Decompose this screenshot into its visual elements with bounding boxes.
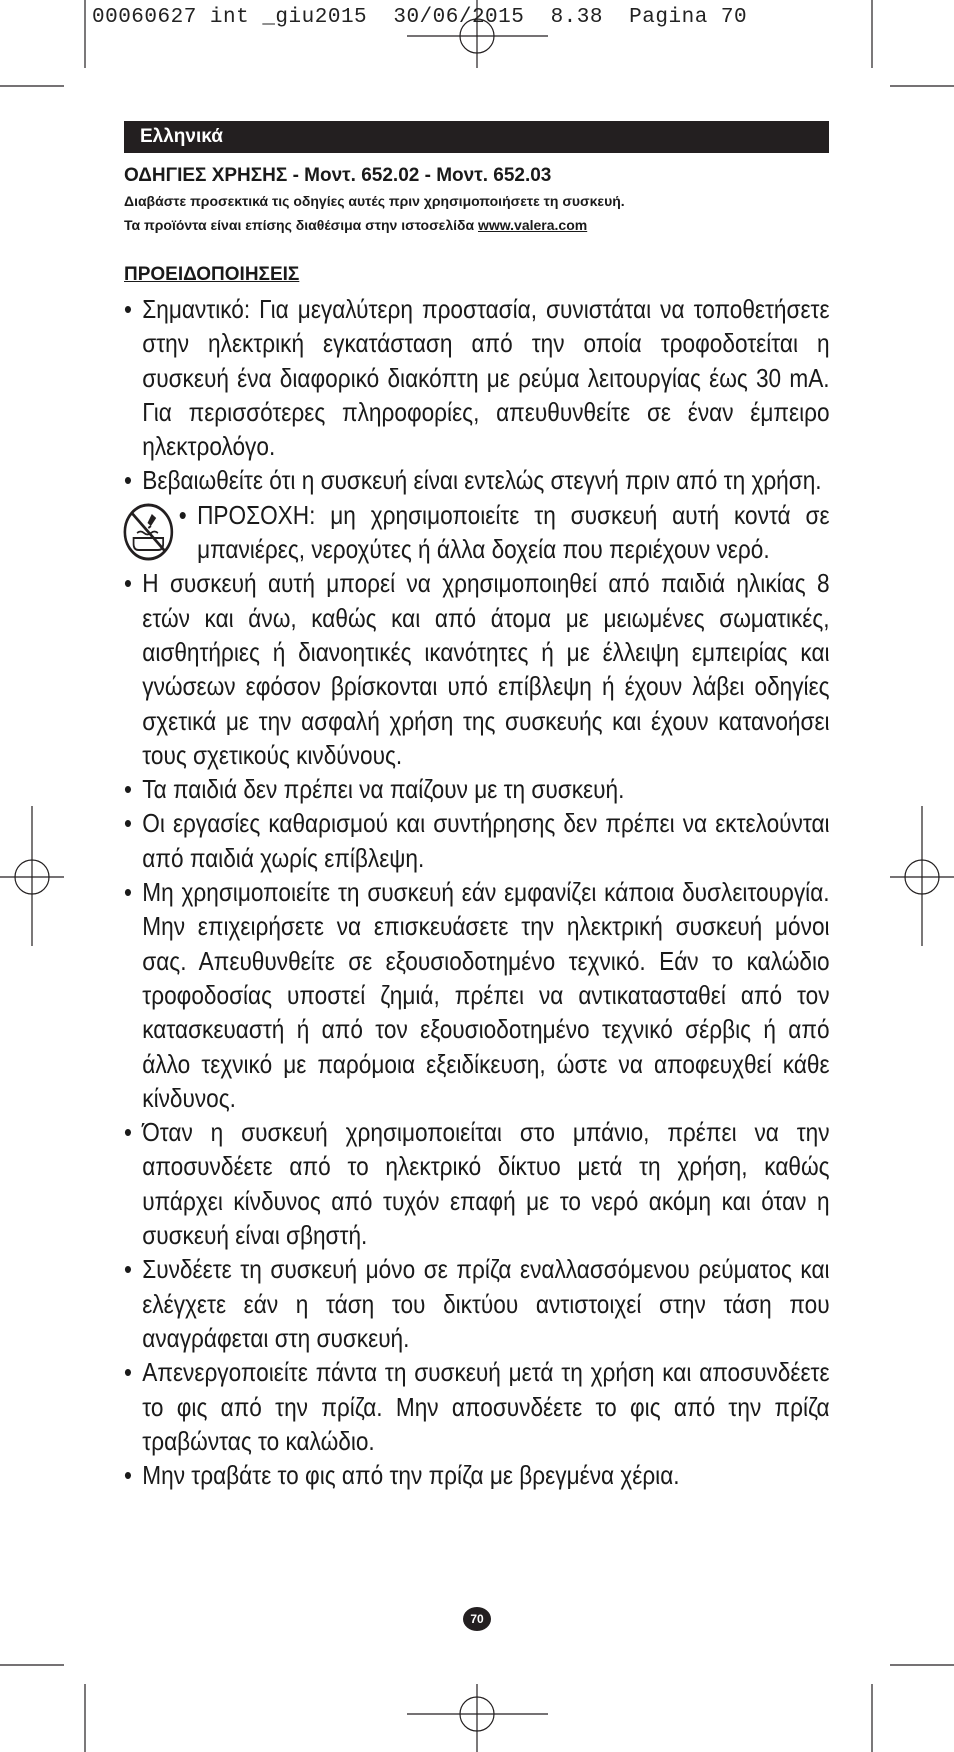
instructions-page	[124, 121, 829, 1492]
warning-item: • Μη χρησιμοποιείτε τη συσκευή εάν εμφανίζει κάποια δυσλειτουργία. Μην επιχειρήσετε να επισκευάσετε την ηλεκτρική συσκευή μόνοι σας. Απευθυνθείτε σε εξουσιοδοτημένο τεχνικό. Εάν το καλώδιο τροφοδοσίας υποστεί ζημιά, πρέπει να αντικατασταθεί από τον κατασκευαστή ή από τον εξουσιοδοτημένο τεχνικό σέρβις ή από άλλο τεχνικό με παρόμοια εξειδίκευση, ώστε να αποφευχθεί κάθε κίνδυνος.	[124, 875, 830, 1115]
warning-item: • Τα παιδιά δεν πρέπει να παίζουν με τη συσκευή.	[124, 772, 830, 806]
website-notice	[124, 213, 829, 237]
warning-item: • Μην τραβάτε το φις από την πρίζα με βρεγμένα χέρια.	[124, 1458, 830, 1492]
warnings-list	[124, 292, 829, 1492]
language-header: Ελληνικά	[124, 121, 829, 153]
website-link[interactable]: www.valera.com	[478, 217, 588, 233]
warning-item: • Σημαντικό: Για μεγαλύτερη προστασία, συνιστάται να τοποθετήσετε στην ηλεκτρική εγκατάσταση από την οποία τροφοδοτείται η συσκευή ένα διαφορικό διακόπτη με ρεύμα λειτουργίας έως 30 mA. Για περισσότερες πληροφορίες, απευθυνθείτε σε έναν έμπειρο ηλεκτρολόγο.	[124, 292, 830, 463]
print-slug-header: 00060627 int _giu2015 30/06/2015 8.38 Pagina 70	[92, 6, 748, 29]
warning-item: • Όταν η συσκευή χρησιμοποιείται στο μπάνιο, πρέπει να την αποσυνδέετε από το ηλεκτρικό δίκτυο μετά τη χρήση, καθώς υπάρχει κίνδυνος από τυχόν επαφή με το νερό ακόμη και όταν η συσκευή είναι σβηστή.	[124, 1115, 830, 1252]
website-prefix: Τα προϊόντα είναι επίσης διαθέσιμα στην ιστοσελίδα	[124, 217, 478, 233]
warning-item: • Βεβαιωθείτε ότι η συσκευή είναι εντελώς στεγνή πριν από τη χρήση.	[124, 463, 830, 497]
warning-item: • Συνδέετε τη συσκευή μόνο σε πρίζα εναλλασσόμενου ρεύματος και ελέγχετε εάν η τάση του δικτύου αντιστοιχεί στην τάση που αναγράφεται στη συσκευή.	[124, 1252, 830, 1355]
read-notice: Διαβάστε προσεκτικά τις οδηγίες αυτές πριν χρησιμοποιήσετε τη συσκευή.	[124, 193, 625, 209]
warning-item: • Απενεργοποιείτε πάντα τη συσκευή μετά τη χρήση και αποσυνδέετε το φις από την πρίζα. Μην αποσυνδέετε το φις από την πρίζα τραβώντας το καλώδιο.	[124, 1355, 830, 1458]
no-water-bath-icon	[122, 502, 174, 562]
warning-item: • Οι εργασίες καθαρισμού και συντήρησης δεν πρέπει να εκτελούνται από παιδιά χωρίς επίβλεψη.	[124, 806, 830, 875]
warning-item: • Η συσκευή αυτή μπορεί να χρησιμοποιηθεί από παιδιά ηλικίας 8 ετών και άνω, καθώς και από άτομα με μειωμένες σωματικές, αισθητήριες ή διανοητικές ικανότητες ή με έλλειψη εμπειρίας και γνώσεων εφόσον βρίσκονται υπό επίβλεψη ή έχουν λάβει οδηγίες σχετικά με την ασφαλή χρήση της συσκευής και έχουν κατανοήσει τους σχετικούς κινδύνους.	[124, 566, 830, 772]
warning-item-text: ΠΡΟΣΟΧΗ: μη χρησιμοποιείτε τη συσκευή αυτή κοντά σε μπανιέρες, νεροχύτες ή άλλα δοχεία που περιέχουν νερό.	[197, 499, 830, 565]
warning-item-with-icon	[124, 498, 830, 567]
document-title: ΟΔΗΓΙΕΣ ΧΡΗΣΗΣ - Μοντ. 652.02 - Μοντ. 652.03	[124, 165, 552, 186]
page-number-badge: 70	[463, 1607, 491, 1631]
section-title: ΠΡΟΕΙΔΟΠΟΙΗΣΕΙΣ	[124, 264, 300, 285]
